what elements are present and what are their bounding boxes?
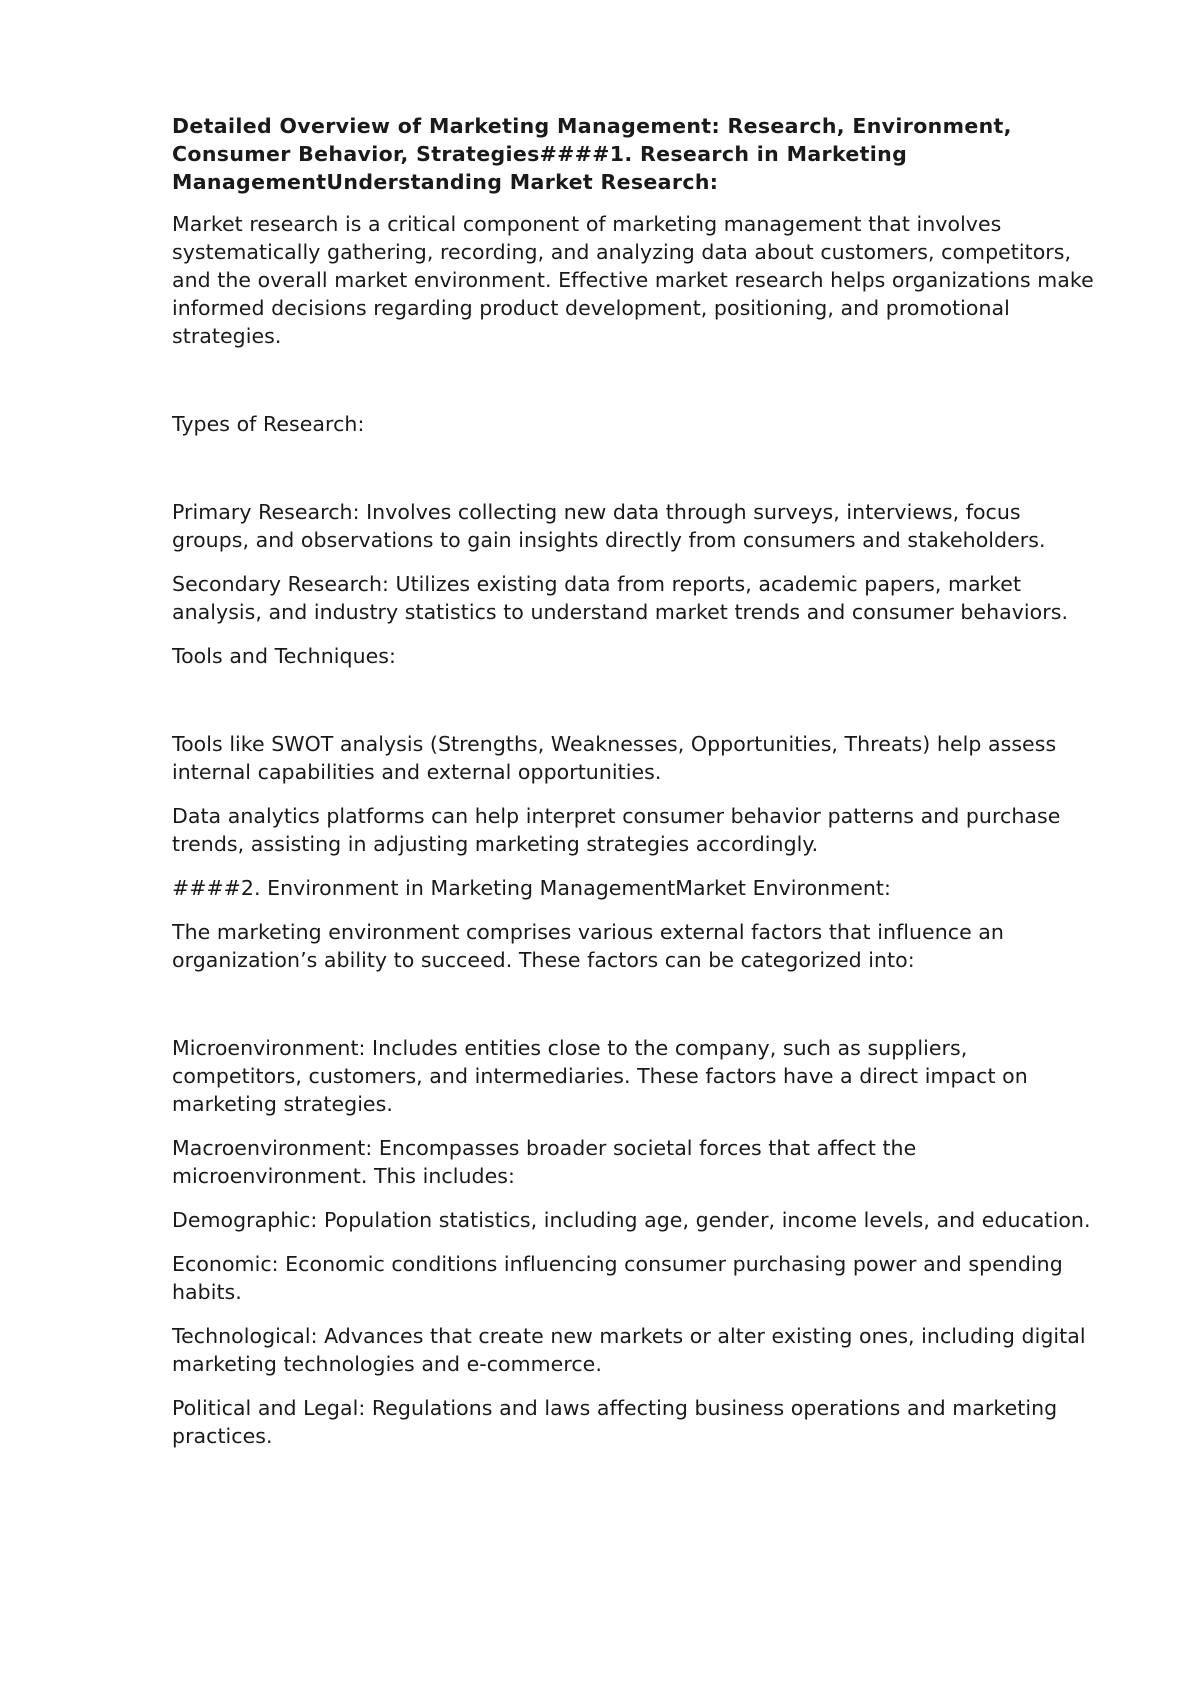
paragraph-primary-research: Primary Research: Involves collecting new data through surveys, interviews, focus groups, and observations to gain insights directly from consumers and stakeholders. xyxy=(172,500,1046,552)
paragraph-secondary-research: Secondary Research: Utilizes existing data from reports, academic papers, market analysis, and industry statistics to understand market trends and consumer behaviors. xyxy=(172,572,1069,624)
paragraph-market-research: Market research is a critical component of marketing management that involves systematically gathering, recording, and analyzing data about customers, competitors, and the overall market environment. Effective market research helps organizations make informed decisions regarding product development, positioning, and promotional strategies. xyxy=(172,212,1094,348)
paragraph-swot: Tools like SWOT analysis (Strengths, Weaknesses, Opportunities, Threats) help assess internal capabilities and external opportunities. xyxy=(172,732,1057,784)
paragraph-macroenvironment: Macroenvironment: Encompasses broader societal forces that affect the microenvironment. This includes: xyxy=(172,1136,917,1188)
blank-space xyxy=(172,366,1102,410)
paragraph-microenvironment: Microenvironment: Includes entities close to the company, such as suppliers, competitors, customers, and intermediaries. These factors have a direct impact on marketing strategies. xyxy=(172,1036,1028,1116)
document-title: Detailed Overview of Marketing Management: Research, Environment, Consumer Behavior, Strategies####1. Research in Marketing ManagementUnderstanding Market Research: xyxy=(172,114,1012,194)
blank-space xyxy=(172,454,1102,498)
paragraph-types-of-research: Types of Research: xyxy=(172,412,365,436)
document-page xyxy=(172,112,1102,1466)
paragraph-demographic: Demographic: Population statistics, including age, gender, income levels, and education. xyxy=(172,1208,1091,1232)
paragraph-marketing-environment: The marketing environment comprises various external factors that influence an organization’s ability to succeed. These factors can be categorized into: xyxy=(172,920,1004,972)
paragraph-technological: Technological: Advances that create new markets or alter existing ones, including digital marketing technologies and e-commerce. xyxy=(172,1324,1086,1376)
paragraph-political-legal: Political and Legal: Regulations and laws affecting business operations and marketing practices. xyxy=(172,1396,1058,1448)
blank-space xyxy=(172,990,1102,1034)
paragraph-economic: Economic: Economic conditions influencing consumer purchasing power and spending habits. xyxy=(172,1252,1063,1304)
paragraph-data-analytics: Data analytics platforms can help interpret consumer behavior patterns and purchase trends, assisting in adjusting marketing strategies accordingly. xyxy=(172,804,1061,856)
blank-space xyxy=(172,686,1102,730)
paragraph-tools-techniques: Tools and Techniques: xyxy=(172,644,396,668)
paragraph-environment-heading: ####2. Environment in Marketing ManagementMarket Environment: xyxy=(172,876,891,900)
